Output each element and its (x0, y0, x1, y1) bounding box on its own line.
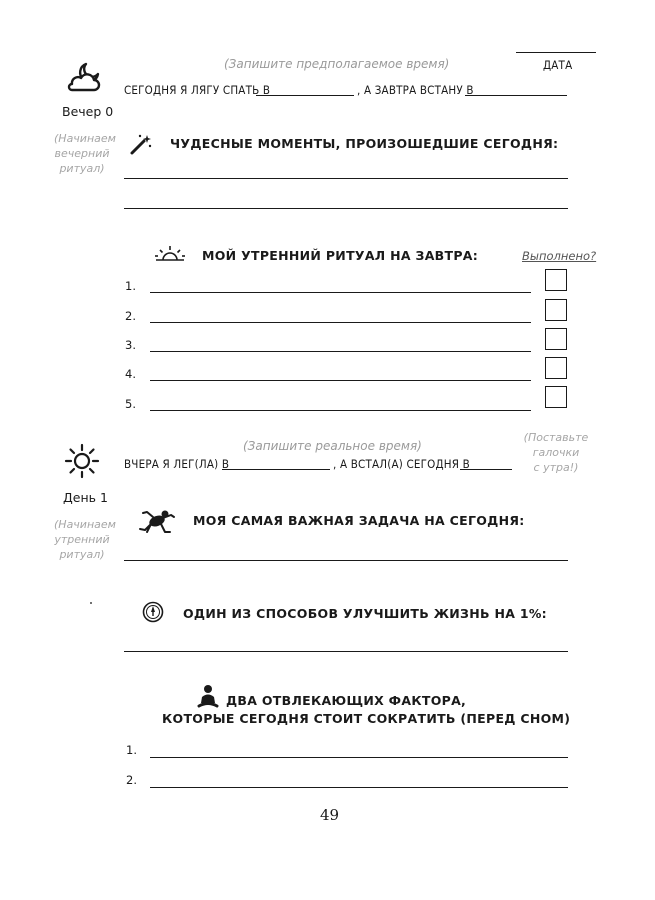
moments-line-2[interactable] (124, 208, 568, 209)
frog-icon (137, 506, 177, 536)
checkmark-note-line: с утра!) (533, 461, 579, 474)
meditation-icon (197, 684, 219, 710)
distraction-number: 2. (126, 773, 137, 787)
ritual-checkbox-3[interactable] (545, 328, 567, 350)
morning-side-note-line: (Начинаем (54, 518, 116, 531)
distraction-line-2[interactable] (150, 787, 568, 788)
distractions-heading-line-1: ДВА ОТВЛЕКАЮЩИХ ФАКТОРА, (226, 693, 467, 708)
improve-line[interactable] (124, 651, 568, 652)
magic-wand-icon (128, 133, 154, 157)
distractions-heading-line-2: КОТОРЫЕ СЕГОДНЯ СТОИТ СОКРАТИТЬ (ПЕРЕД СНОМ) (162, 711, 571, 726)
ritual-line-4[interactable] (150, 380, 531, 381)
ritual-checkbox-1[interactable] (545, 269, 567, 291)
ritual-number: 5. (125, 397, 136, 411)
important-task-heading: МОЯ САМАЯ ВАЖНАЯ ЗАДАЧА НА СЕГОДНЯ: (193, 513, 525, 528)
evening-day-label: Вечер 0 (62, 104, 114, 119)
ritual-checkbox-2[interactable] (545, 299, 567, 321)
sleep-time-prefix: СЕГОДНЯ Я ЛЯГУ СПАТЬ В (124, 83, 271, 97)
wake-time-label: , А ЗАВТРА ВСТАНУ В (357, 83, 474, 97)
checkmark-note-line: галочки (532, 446, 580, 459)
ritual-checkbox-4[interactable] (545, 357, 567, 379)
ritual-number: 3. (125, 338, 136, 352)
wake-time-field[interactable] (465, 95, 567, 96)
ritual-line-5[interactable] (150, 410, 531, 411)
sun-icon (64, 443, 100, 479)
bedtime-field[interactable] (222, 469, 330, 470)
moments-heading: ЧУДЕСНЫЕ МОМЕНТЫ, ПРОИЗОШЕДШИЕ СЕГОДНЯ: (170, 136, 559, 151)
ritual-number: 4. (125, 367, 136, 381)
checkmark-note-line: (Поставьте (523, 431, 589, 444)
ritual-number: 2. (125, 309, 136, 323)
improve-heading: ОДИН ИЗ СПОСОБОВ УЛУЧШИТЬ ЖИЗНЬ НА 1%: (183, 606, 547, 621)
sleep-time-field[interactable] (256, 95, 354, 96)
date-line[interactable] (516, 52, 596, 53)
date-label: ДАТА (543, 58, 573, 72)
important-task-line[interactable] (124, 560, 568, 561)
ritual-line-2[interactable] (150, 322, 531, 323)
dot-mark (90, 602, 92, 604)
evening-side-note-line: вечерний (54, 147, 110, 160)
distraction-line-1[interactable] (150, 757, 568, 758)
evening-side-note-line: (Начинаем (54, 132, 116, 145)
distraction-number: 1. (126, 743, 137, 757)
compass-icon (142, 601, 164, 623)
page-number: 49 (320, 806, 340, 824)
woke-time-field[interactable] (460, 469, 512, 470)
evening-side-note-line: ритуал) (59, 162, 105, 175)
ritual-line-3[interactable] (150, 351, 531, 352)
evening-side-note (54, 131, 116, 176)
morning-day-label: День 1 (63, 490, 108, 505)
sunrise-icon (154, 244, 186, 264)
bedtime-prefix: ВЧЕРА Я ЛЕГ(ЛА) В (124, 457, 230, 471)
done-label: Выполнено? (522, 249, 597, 263)
ritual-heading: МОЙ УТРЕННИЙ РИТУАЛ НА ЗАВТРА: (202, 248, 479, 263)
morning-side-note-line: ритуал) (59, 548, 105, 561)
ritual-checkbox-5[interactable] (545, 386, 567, 408)
moon-cloud-icon (66, 60, 102, 94)
morning-side-note-line: утренний (54, 533, 110, 546)
morning-side-note (54, 517, 116, 562)
moments-line-1[interactable] (124, 178, 568, 179)
woke-time-label: , А ВСТАЛ(А) СЕГОДНЯ В (333, 457, 470, 471)
checkmark-note (512, 430, 600, 475)
ritual-number: 1. (125, 279, 136, 293)
evening-time-hint: (Запишите предполагаемое время) (224, 57, 450, 71)
ritual-line-1[interactable] (150, 292, 531, 293)
morning-time-hint: (Запишите реальное время) (243, 439, 422, 453)
